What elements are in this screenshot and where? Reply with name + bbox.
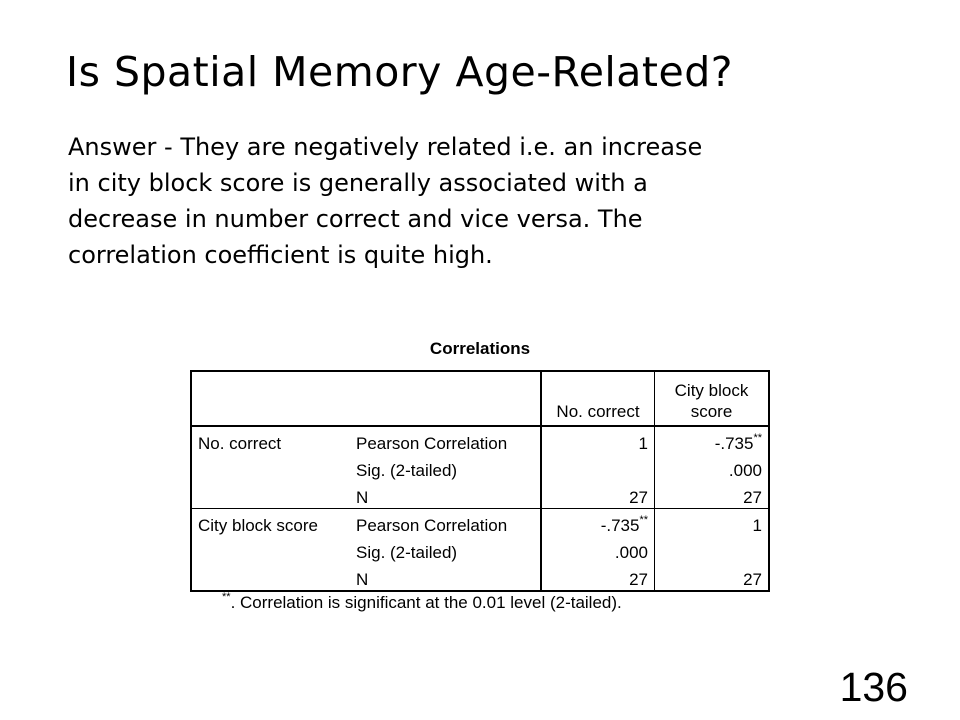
value-cell: 27 <box>743 570 762 589</box>
slide-title: Is Spatial Memory Age-Related? <box>66 48 734 96</box>
value-cell: 1 <box>752 516 762 535</box>
page-number: 136 <box>839 664 908 710</box>
significance-flag: ** <box>639 514 648 526</box>
body-line: Answer - They are negatively related i.e. an increase <box>68 133 703 161</box>
row-variable-spacer <box>191 536 350 563</box>
value-cell: 27 <box>655 481 770 509</box>
value-cell: -.735** <box>714 432 762 453</box>
significance-flag: ** <box>753 432 762 444</box>
column-header-line: City block <box>674 381 749 400</box>
row-stat-label: N <box>350 563 541 591</box>
row-stat-label: N <box>350 481 541 509</box>
row-variable-spacer <box>191 563 350 591</box>
column-header-city-block-score <box>655 371 770 426</box>
slide-body-text <box>68 129 868 273</box>
footnote-text: . Correlation is significant at the 0.01 level (2-tailed). <box>230 593 622 612</box>
header-corner-cell <box>191 371 350 426</box>
value-cell: -.735** <box>541 509 655 537</box>
row-variable-spacer <box>191 481 350 509</box>
header-stat-cell <box>350 371 541 426</box>
table-row <box>191 426 769 454</box>
body-line: correlation coefficient is quite high. <box>68 241 493 269</box>
table-caption: Correlations <box>429 339 531 358</box>
value-cell: 1 <box>541 426 655 454</box>
body-line: decrease in number correct and vice versa. The <box>68 205 643 233</box>
value-cell: 27 <box>541 563 655 591</box>
table-row <box>191 454 769 481</box>
value-cell: .000 <box>541 536 655 563</box>
correlations-table <box>190 370 770 592</box>
table-row <box>191 536 769 563</box>
row-stat-label: Sig. (2-tailed) <box>350 454 541 481</box>
value-cell <box>541 454 655 481</box>
table-row <box>191 509 769 537</box>
row-stat-label: Pearson Correlation <box>350 426 541 454</box>
column-header-no-correct: No. correct <box>541 371 655 426</box>
body-line: in city block score is generally associated with a <box>68 169 648 197</box>
row-variable-spacer <box>191 454 350 481</box>
footnote-mark: ** <box>222 591 231 603</box>
row-stat-label: Sig. (2-tailed) <box>350 536 541 563</box>
row-variable-label: City block score <box>198 516 318 535</box>
table-row <box>191 481 769 509</box>
column-header-line: score <box>690 402 733 421</box>
table-footnote <box>222 591 622 615</box>
value-cell: .000 <box>728 461 762 480</box>
value-cell: 27 <box>541 481 655 509</box>
row-stat-label: Pearson Correlation <box>350 509 541 537</box>
table-header-row <box>191 371 769 426</box>
row-variable-label: No. correct <box>198 434 282 453</box>
table-row <box>191 563 769 591</box>
value-cell <box>655 536 770 563</box>
